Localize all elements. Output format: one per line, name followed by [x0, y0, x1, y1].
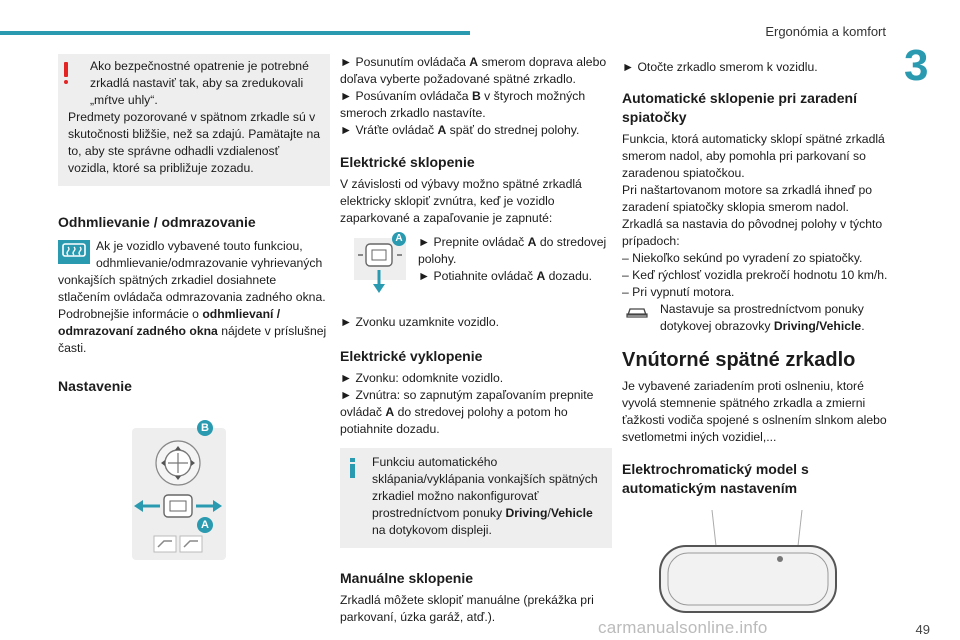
manual-fold-heading: Manuálne sklopenie — [340, 570, 474, 586]
column-3 — [622, 54, 894, 621]
info-text: Funkciu automatického sklápania/vyklápania vonkajších spätných zrkadiel možno nakonfigurovať prostredníctvom ponuky Driving/Vehicle na dotykovom displeji. — [372, 455, 598, 537]
inner-mirror-text: Je vybavené zariadením proti oslneniu, ktoré vyvolá stemnenie spätného zrkadla a zmierni ťažkosti vodiča spojené s oslnením slnkom alebo svetlometmi iných vozidiel,... — [622, 379, 887, 444]
mirror-control-diagram — [58, 418, 330, 568]
column-1 — [58, 54, 330, 568]
page-number: 49 — [915, 622, 930, 637]
fold-step-2: ► Potiahnite ovládač A dozadu. — [418, 269, 593, 283]
manual-fold-text: Zrkadlá môžete sklopiť manuálne (prekážka pri parkovaní, úzka garáž, atď.). — [340, 593, 594, 624]
auto-tilt-note-text: Nastavuje sa prostredníctvom ponuky dotykovej obrazovky Driving/Vehicle. — [660, 302, 865, 333]
auto-tilt-text-2: Pri naštartovanom motore sa zrkadlá ihneď po zaradení spiatočky sklopia smerom nadol. — [622, 183, 873, 214]
electrochromatic-heading: Elektrochromatický model s automatickým nastavením — [622, 461, 809, 496]
mirror-control-illustration — [58, 418, 330, 568]
auto-tilt-note — [622, 301, 894, 335]
auto-tilt-text-3: Zrkadlá sa nastavia do pôvodnej polohy v týchto prípadoch: — [622, 217, 883, 248]
instruction-turn-mirror: ► Otočte zrkadlo smerom k vozidlu. — [622, 60, 818, 74]
auto-tilt-item-1: – Niekoľko sekúnd po vyradení zo spiatočky. — [622, 251, 863, 265]
instruction-adjust-mirror: ► Posúvaním ovládača B v štyroch možných smeroch zrkadlo nastavíte. — [340, 89, 586, 120]
defrost-text: Ak je vozidlo vybavené touto funkciou, odhmlievanie/odmrazovanie vyhrievaných vonkajších spätných zrkadiel dosiahnete stlačením ovládača odmrazovania zadného okna. — [58, 239, 326, 304]
warning-text-2: Predmety pozorované v spätnom zrkadle sú v skutočnosti bližšie, než sa zdajú. Pamätajte na to, aby ste správne odhadli vzdialenosť vozidla, ktoré sa približuje zozadu. — [68, 110, 321, 175]
label-b-badge: B — [197, 420, 213, 436]
setting-heading: Nastavenie — [58, 378, 132, 394]
fold-control-illustration — [354, 234, 406, 300]
auto-tilt-text-1: Funkcia, ktorá automaticky sklopí spätné zrkadlá smerom nadol, aby pomohla pri parkovaní so zaradenou spiatočkou. — [622, 132, 885, 180]
inner-mirror-illustration — [622, 506, 894, 621]
defrost-more: Podrobnejšie informácie o odhmlievaní / odmrazovaní zadného okna nájdete v príslušnej časti. — [58, 307, 327, 355]
fold-step-3: ► Zvonku uzamknite vozidlo. — [340, 315, 500, 329]
label-a-badge: A — [197, 517, 213, 533]
watermark: carmanualsonline.info — [598, 618, 768, 637]
electric-unfold-heading: Elektrické vyklopenie — [340, 348, 483, 364]
warning-icon — [64, 62, 68, 77]
inner-mirror-heading: Vnútorné spätné zrkadlo — [622, 349, 856, 371]
auto-tilt-item-3: – Pri vypnutí motora. — [622, 285, 735, 299]
fold-step-1: ► Prepnite ovládač A do stredovej polohy. — [418, 235, 607, 266]
defrost-heading: Odhmlievanie / odmrazovanie — [58, 214, 256, 230]
info-box — [340, 448, 612, 548]
auto-tilt-heading: Automatické sklopenie pri zaradení spiatočky — [622, 90, 857, 125]
auto-tilt-item-2: – Keď rýchlosť vozidla prekročí hodnotu 10 km/h. — [622, 268, 888, 282]
electric-fold-text: V závislosti od výbavy možno spätné zrkadlá elektricky sklopiť zvnútra, keď je vozidlo zaparkované a zapaľovanie je zapnuté: — [340, 177, 582, 225]
header-accent-bar — [0, 31, 470, 35]
warning-text-1: Ako bezpečnostné opatrenie je potrebné zrkadlá nastaviť tak, aby sa zredukovali „mŕtve uhly“. — [90, 59, 309, 107]
instruction-select-mirror: ► Posunutím ovládača A smerom doprava alebo doľava vyberte požadované spätné zrkadlo. — [340, 55, 607, 86]
column-2 — [340, 54, 612, 626]
chapter-number: 3 — [904, 41, 929, 90]
rear-defrost-icon — [58, 240, 90, 269]
unfold-step-1: ► Zvonku: odomknite vozidlo. — [340, 371, 504, 385]
fold-steps — [340, 234, 612, 304]
info-icon — [350, 458, 355, 478]
electric-fold-heading: Elektrické sklopenie — [340, 154, 475, 170]
instruction-return-control: ► Vráťte ovládač A späť do strednej polohy. — [340, 123, 580, 137]
car-settings-icon — [626, 305, 648, 324]
fold-label-a-badge: A — [392, 232, 406, 246]
running-title: Ergonómia a komfort — [765, 24, 886, 39]
warning-box — [58, 54, 330, 186]
unfold-step-2: ► Zvnútra: so zapnutým zapaľovaním prepnite ovládač A do stredovej polohy a potom ho potiahnite dozadu. — [340, 388, 594, 436]
